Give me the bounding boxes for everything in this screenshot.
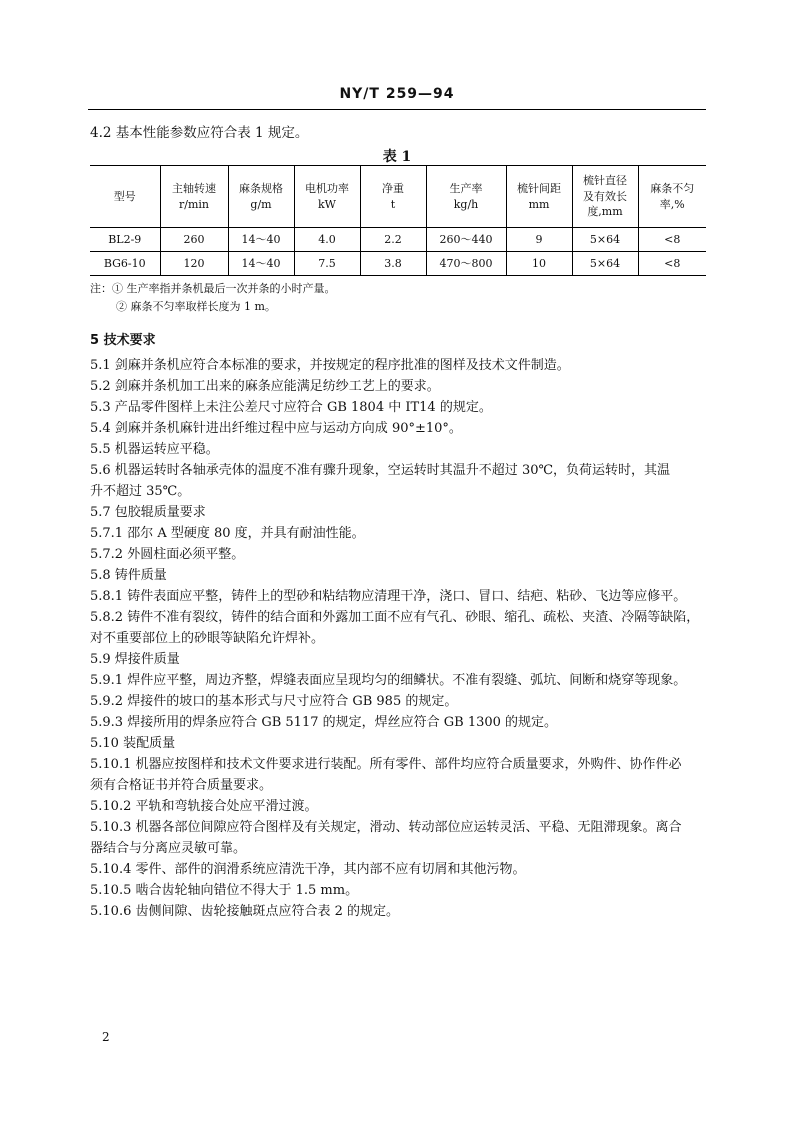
clause-line: 5.10.4 零件、部件的润滑系统应清洗干净，其内部不应有切屑和其他污物。 [90,862,526,877]
clause-line: 5.4 剑麻并条机麻针进出纤维过程中应与运动方向成 90°±10°。 [90,421,462,436]
table-cell: 5×64 [572,228,638,252]
clause-line: 5.9.2 焊接件的坡口的基本形式与尺寸应符合 GB 985 的规定。 [90,694,458,709]
header-sliver: 麻条规格 g/m [228,166,294,228]
table-cell: 2.2 [360,228,426,252]
clause-line: 5.7.2 外圆柱面必须平整。 [90,547,245,562]
table-cell: 260 [160,228,228,252]
clause-line: 5.10 装配质量 [90,736,176,751]
clause-line: 5.8.2 铸件不准有裂纹，铸件的结合面和外露加工面不应有气孔、砂眼、缩孔、疏松、夹渣、冷隔等缺陷， [90,610,700,625]
table-cell: 14～40 [228,228,294,252]
technical-requirements [90,330,706,922]
clause-line: 5.1 剑麻并条机应符合本标准的要求，并按规定的程序批准的图样及技术文件制造。 [90,358,570,373]
table-notes [90,280,336,315]
clause-line: 5.2 剑麻并条机加工出来的麻条应能满足纺纱工艺上的要求。 [90,379,440,394]
clause-line: 5.10.3 机器各部位间隙应符合图样及有关规定，滑动、转动部位应运转灵活、平稳、无阻滞现象。离合 [90,820,682,835]
clause-line: 对不重要部位上的砂眼等缺陷允许焊补。 [90,631,325,646]
clause-line: 5.8 铸件质量 [90,568,167,583]
header-weight: 净重 t [360,166,426,228]
table-cell: 120 [160,252,228,276]
header-unevenness: 麻条不匀 率,% [638,166,706,228]
table-cell: 4.0 [294,228,360,252]
header-output: 生产率 kg/h [426,166,506,228]
section-heading: 5 技术要求 [90,333,156,348]
clause-line: 器结合与分离应灵敏可靠。 [90,841,247,856]
table-cell: BG6-10 [90,252,160,276]
table-cell: 14～40 [228,252,294,276]
clause-line: 5.3 产品零件图样上未注公差尺寸应符合 GB 1804 中 IT14 的规定。 [90,400,492,415]
header-speed: 主轴转速 r/min [160,166,228,228]
table-row [90,252,706,276]
clause-line: 5.5 机器运转应平稳。 [90,442,219,457]
table-cell: 10 [506,252,572,276]
clause-line: 5.9.1 焊件应平整，周边齐整，焊缝表面应呈现均匀的细鳞状。不准有裂缝、弧坑、间断和烧穿等现象。 [90,673,687,688]
table-cell: 7.5 [294,252,360,276]
header-power: 电机功率 kW [294,166,360,228]
table-row [90,228,706,252]
clause-line: 5.10.1 机器应按图样和技术文件要求进行装配。所有零件、部件均应符合质量要求，外购件、协作件必 [90,757,682,772]
clause-line: 5.10.2 平轨和弯轨接合处应平滑过渡。 [90,799,318,814]
clause-line: 5.9 焊接件质量 [90,652,180,667]
table-cell: <8 [638,252,706,276]
clause-line: 5.10.6 齿侧间隙、齿轮接触斑点应符合表 2 的规定。 [90,904,400,919]
table-cell: <8 [638,228,706,252]
note-2: ② 麻条不匀率取样长度为 1 m。 [116,299,276,313]
clause-line: 5.10.5 啮合齿轮轴向错位不得大于 1.5 mm。 [90,883,359,898]
clause-line: 5.9.3 焊接所用的焊条应符合 GB 5117 的规定，焊丝应符合 GB 1300 的规定。 [90,715,558,730]
clause-line: 5.6 机器运转时各轴承壳体的温度不准有骤升现象，空运转时其温升不超过 30℃，负荷运转时，其温 [90,463,671,478]
clause-line: 5.8.1 铸件表面应平整，铸件上的型砂和粘结物应清理干净，浇口、冒口、结疤、粘砂、飞边等应修平。 [90,589,687,604]
table-cell: 5×64 [572,252,638,276]
table-cell: 3.8 [360,252,426,276]
clause-4-2: 4.2 基本性能参数应符合表 1 规定。 [90,125,309,141]
clause-line: 须有合格证书并符合质量要求。 [90,778,273,793]
table-header-row [90,166,706,228]
table-cell: BL2-9 [108,232,142,246]
header-model: 型号 [90,166,160,228]
clause-line: 升不超过 35℃。 [90,484,191,499]
table-cell: 260～440 [426,228,506,252]
table-title: 表 1 [382,149,412,165]
header-gap: 梳针间距 mm [506,166,572,228]
clause-line: 5.7 包胶辊质量要求 [90,505,206,520]
page-number: 2 [102,1030,110,1044]
table-cell: 9 [506,228,572,252]
header-rule [88,109,706,110]
table-cell: 470～800 [426,252,506,276]
clause-line: 5.7.1 邵尔 A 型硬度 80 度，并具有耐油性能。 [90,526,365,541]
performance-table [90,165,706,276]
document-number: NY/T 259—94 [339,86,455,102]
note-1: 注：① 生产率指并条机最后一次并条的小时产量。 [90,282,336,295]
header-needle: 梳针直径 及有效长 度,mm [572,166,638,228]
